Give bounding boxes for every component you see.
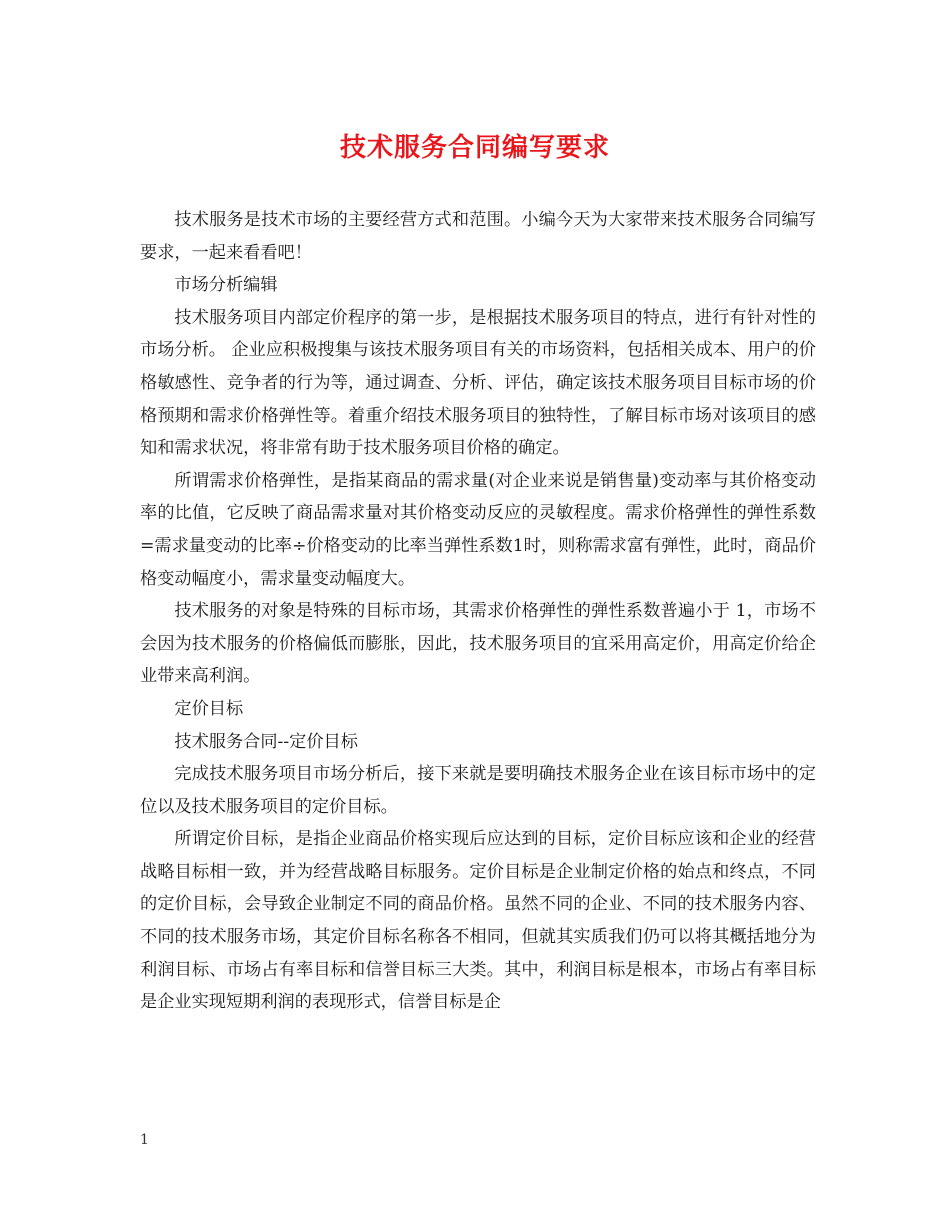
paragraph-pricing-goal-definition: 所谓定价目标，是指企业商品价格实现后应达到的目标，定价目标应该和企业的经营战略目标相一致，并为经营战略目标服务。定价目标是企业制定价格的始点和终点，不同的定价目标，会导致企业制定不同的商品价格。虽然不同的企业、不同的技术服务内容、不同的技术服务市场，其定价目标名称各不相同，但就其实质我们仍可以将其概括地分为利润目标、市场占有率目标和信誉目标三大类。其中，利润目标是根本，市场占有率目标是企业实现短期利润的表现形式，信誉目标是企 bbox=[140, 829, 816, 1013]
paragraph-price-elasticity: 所谓需求价格弹性，是指某商品的需求量(对企业来说是销售量)变动率与其价格变动率的比值，它反映了商品需求量对其价格变动反应的灵敏程度。需求价格弹性的弹性系数=需求量变动的比率÷价格变动的比率当弹性系数1时，则称需求富有弹性，此时，商品价格变动幅度小，需求量变动幅度大。 bbox=[140, 470, 816, 589]
page-number: 1 bbox=[140, 1132, 149, 1148]
document-title: 技术服务合同编写要求 bbox=[339, 133, 610, 163]
paragraph-intro: 技术服务是技术市场的主要经营方式和范围。小编今天为大家带来技术服务合同编写要求，一起来看看吧！ bbox=[140, 210, 816, 263]
paragraph-after-analysis: 完成技术服务项目市场分析后，接下来就是要明确技术服务企业在该目标市场中的定位以及技术服务项目的定价目标。 bbox=[140, 764, 816, 817]
paragraph-market-analysis: 技术服务项目内部定价程序的第一步，是根据技术服务项目的特点，进行有针对性的市场分析。 企业应积极搜集与该技术服务项目有关的市场资料，包括相关成本、用户的价格敏感性、竞争者的行为等，通过调查、分析、评估，确定该技术服务项目目标市场的价格预期和需求价格弹性等。着重介绍技术服务项目的独特性，了解目标市场对该项目的感知和需求状况，将非常有助于技术服务项目价格的确定。 bbox=[140, 307, 816, 459]
heading-market-analysis: 市场分析编辑 bbox=[174, 275, 278, 296]
document-body bbox=[140, 204, 816, 1019]
paragraph-target-market: 技术服务的对象是特殊的目标市场，其需求价格弹性的弹性系数普遍小于 1，市场不会因为技术服务的价格偏低而膨胀，因此，技术服务项目的宜采用高定价，用高定价给企业带来高利润。 bbox=[140, 601, 816, 687]
subheading-pricing-goal: 技术服务合同--定价目标 bbox=[174, 731, 358, 752]
heading-pricing-goal: 定价目标 bbox=[174, 698, 244, 719]
